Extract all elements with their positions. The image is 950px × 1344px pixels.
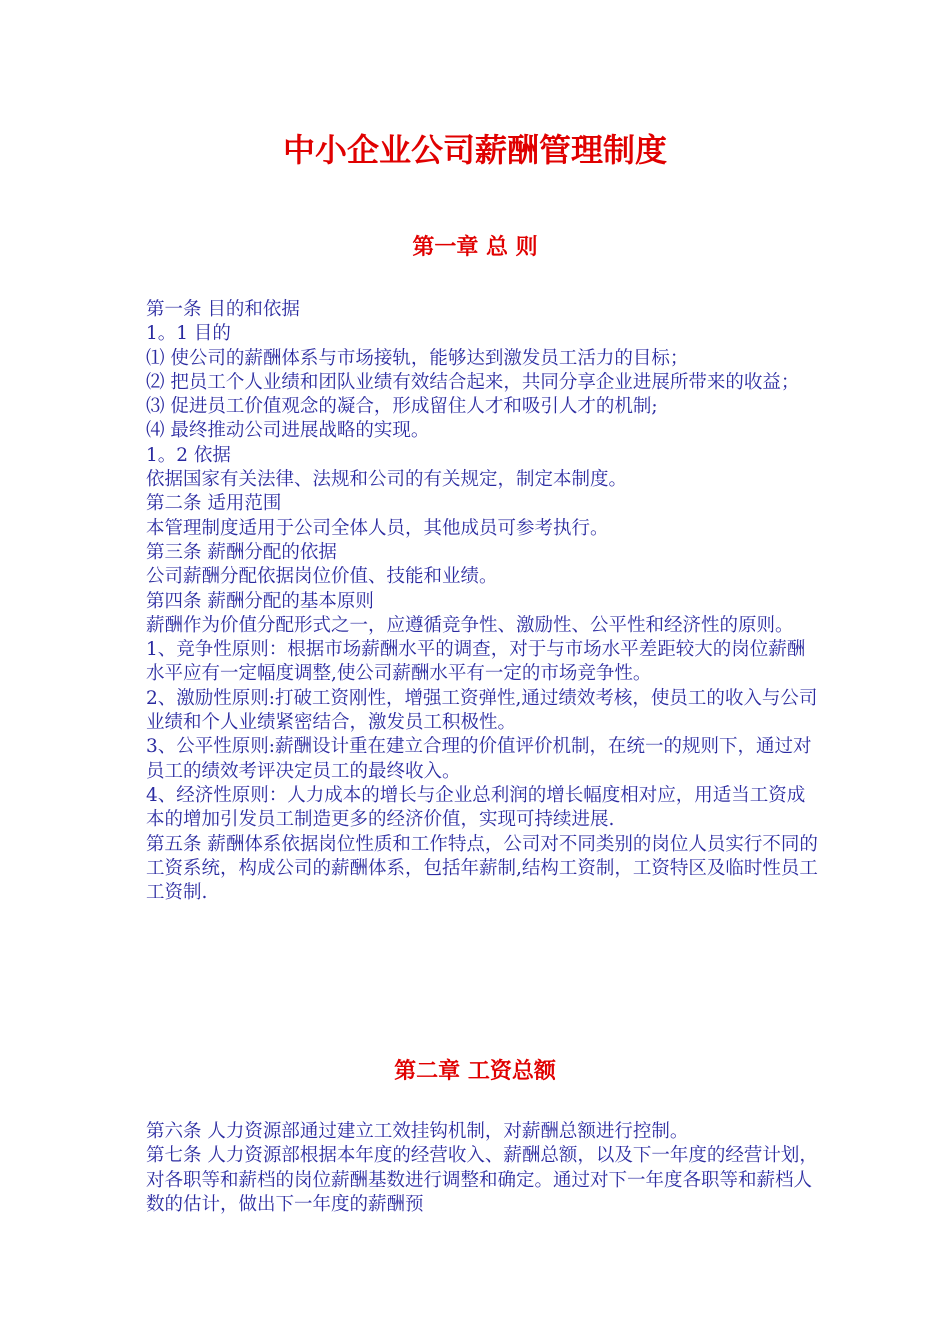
principle-item: 3、公平性原则:薪酬设计重在建立合理的价值评价机制，在统一的规则下，通过对员工的绩效考评决定员工的最终收入。 [146,736,812,782]
principle-item: 2、激励性原则:打破工资刚性，增强工资弹性,通过绩效考核，使员工的收入与公司业绩和个人业绩紧密结合，激发员工积极性。 [146,687,818,734]
paragraph: 公司薪酬分配依据岗位价值、技能和业绩。 [146,566,498,588]
article-1-heading: 第一条 目的和依据 [146,299,300,320]
paragraph: 薪酬作为价值分配形式之一，应遵循竞争性、激励性、公平性和经济性的原则。 [146,614,794,636]
chapter-1-heading: 第一章 总 则 [412,235,538,260]
chapter-1-body [146,298,818,905]
article-3-heading: 第三条 薪酬分配的依据 [146,541,337,563]
list-item: ⑷ 最终推动公司进展战略的实现。 [146,420,430,442]
article-4-heading: 第四条 薪酬分配的基本原则 [146,590,374,612]
chapter-2-heading: 第二章 工资总额 [394,1059,556,1084]
document-title: 中小企业公司薪酬管理制度 [282,131,667,169]
principle-item: 1、竞争性原则：根据市场薪酬水平的调查，对于与市场水平差距较大的岗位薪酬水平应有一定幅度调整,使公司薪酬水平有一定的市场竞争性。 [146,639,806,685]
article-6-paragraph: 第六条 人力资源部通过建立工效挂钩机制，对薪酬总额进行控制。 [146,1121,689,1142]
article-5-paragraph: 第五条 薪酬体系依据岗位性质和工作特点，公司对不同类别的岗位人员实行不同的工资系统，构成公司的薪酬体系，包括年薪制,结构工资制，工资特区及临时性员工工资制. [146,833,818,904]
article-7-paragraph: 第七条 人力资源部根据本年度的经营收入、薪酬总额，以及下一年度的经营计划，对各职等和薪档的岗位薪酬基数进行调整和确定。通过对下一年度各职等和薪档人数的估计，做出下一年度的薪酬预 [146,1145,818,1215]
section-1-2-heading: 1。2 依据 [146,444,231,466]
principle-item: 4、经济性原则：人力成本的增长与企业总利润的增长幅度相对应，用适当工资成本的增加引发员工制造更多的经济价值，实现可持续进展. [146,784,806,831]
section-1-1-heading: 1。1 目的 [146,323,231,345]
list-item: ⑴ 使公司的薪酬体系与市场接轨，能够达到激发员工活力的目标； [146,347,689,369]
list-item: ⑶ 促进员工价值观念的凝合，形成留住人才和吸引人才的机制; [146,396,658,418]
paragraph: 本管理制度适用于公司全体人员，其他成员可参考执行。 [146,517,609,539]
article-2-heading: 第二条 适用范围 [146,493,282,515]
chapter-2-body [146,1120,818,1217]
paragraph: 依据国家有关法律、法规和公司的有关规定，制定本制度。 [146,469,628,491]
list-item: ⑵ 把员工个人业绩和团队业绩有效结合起来，共同分享企业进展所带来的收益； [146,371,800,393]
